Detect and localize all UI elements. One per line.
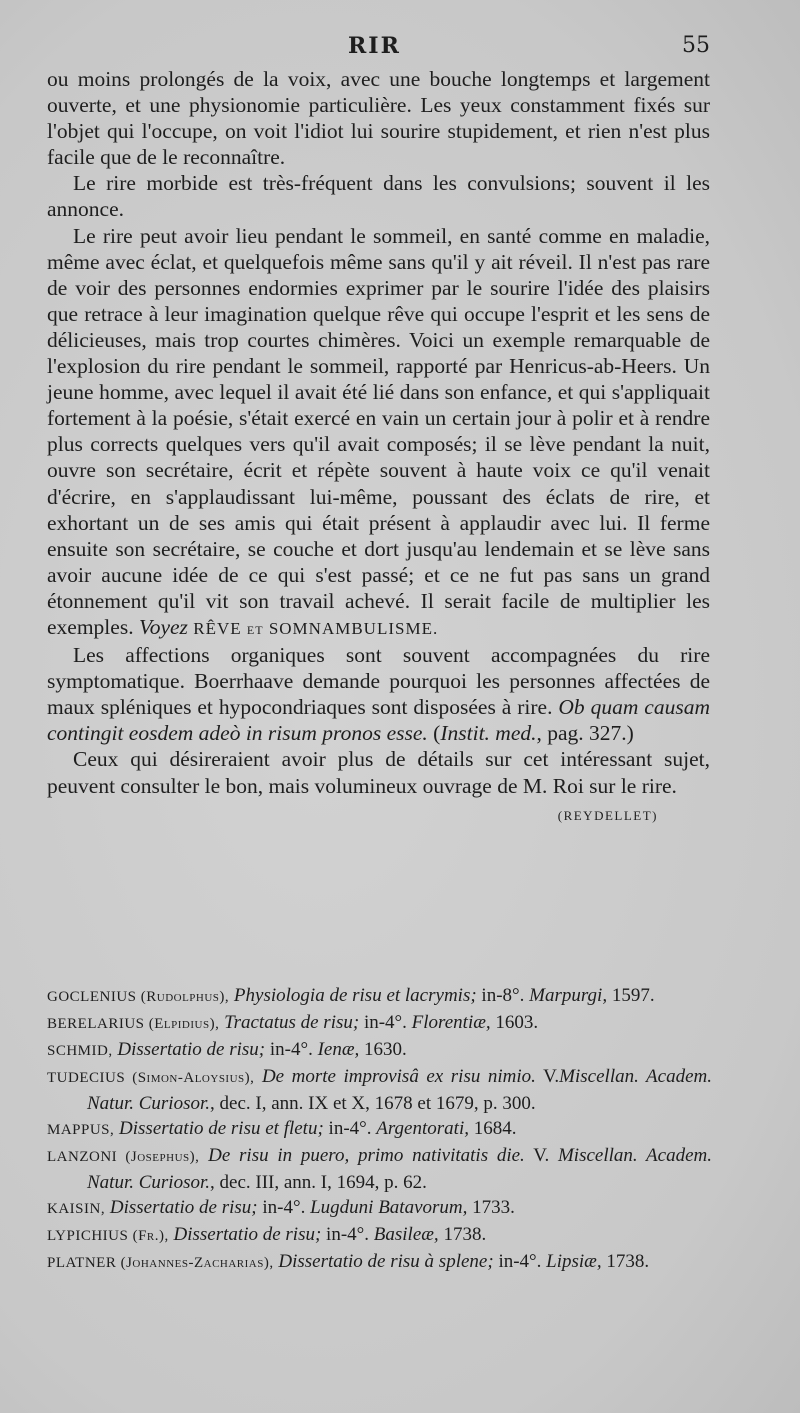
bib-place: Florentiæ, xyxy=(411,1012,491,1033)
running-head: RIR xyxy=(348,33,401,59)
bibliography-entry xyxy=(47,983,712,1010)
bibliography-entry xyxy=(47,1222,712,1249)
bib-place: Ienæ, xyxy=(317,1039,360,1060)
paragraph-5-text: Ceux qui désireraient avoir plus de détails sur cet intéressant sujet, peuvent consulter le bon, mais volumineux ouvrage de M. Roi sur le rire. xyxy=(47,747,710,798)
bib-date: 1738. xyxy=(438,1224,487,1245)
bibliography-entry xyxy=(47,1037,712,1064)
bib-title: Dissertatio de risu et fletu; xyxy=(119,1118,324,1139)
bib-format: in-4°. xyxy=(493,1251,547,1272)
bibliography-entry xyxy=(47,1195,712,1222)
bib-date: 1630. xyxy=(359,1039,407,1060)
bib-format: in-8°. xyxy=(476,985,530,1006)
bib-author-name: PLATNER (Johannes-Zacharias), xyxy=(47,1255,274,1271)
bib-place: Miscellan. Academ. Natur. Curiosor. xyxy=(87,1066,712,1114)
bib-date: 1733. xyxy=(467,1197,515,1218)
bibliography-entry xyxy=(47,1116,712,1143)
bibliography-entry xyxy=(47,1143,712,1195)
bib-format: in-4°. xyxy=(321,1224,374,1245)
bib-date: , dec. I, ann. IX et X, 1678 et 1679, p. 300. xyxy=(210,1093,536,1114)
paragraph-3-text: Le rire peut avoir lieu pendant le sommeil, en santé comme en maladie, même avec éclat, et quelquefois même sans qu'il y ait réveil. Il n'est pas rare de voir des personnes endormies exprimer par le sourire l'idée des plaisirs que retrace à leur imagination quelque rêve qui occupe l'esprit et les sens de délicieuses, mais trop courtes chimères. Voici un exemple remarquable de l'explosion du rire pendant le sommeil, rapporté par Henricus-ab-Heers. Un jeune homme, avec lequel il avait été lié dans son enfance, et qui s'appliquait fortement à la poésie, s'était exercé en vain un certain jour à polir et à rendre plus corrects quelques vers qu'il avait composés; il se lève pendant la nuit, ouvre son secrétaire, écrit et répète souvent à haute voix ce qu'il venait d'écrire, en s'applaudissant lui-même, poussant des éclats de rire, et exhortant un de ses amis qui était présent à applaudir avec lui. Il ferme ensuite son secrétaire, se couche et dort jusqu'au lendemain et se lève sans avoir aucune idée de ce qui s'est passé; et ce ne fut pas sans un grand étonnement qu'il vit son travail achevé. Il serait facile de multiplier les exemples. xyxy=(47,223,710,639)
bib-title: Physiologia de risu et lacrymis; xyxy=(233,985,477,1006)
body-text xyxy=(47,66,710,829)
bib-format: in-4°. xyxy=(323,1118,377,1139)
bib-format: V. xyxy=(535,1066,560,1087)
bib-author-name: TUDECIUS (Simon-Aloysius), xyxy=(47,1070,255,1086)
spacer xyxy=(254,1066,262,1087)
paragraph-4 xyxy=(47,642,710,746)
bib-author-name: LYPICHIUS (Fr.), xyxy=(47,1228,169,1244)
bibliography-entry xyxy=(47,1010,712,1037)
cross-reference: RÊVE et SOMNAMBULISME. xyxy=(193,618,439,638)
bibliography-entry xyxy=(47,1064,712,1116)
bib-place: Argentorati, xyxy=(376,1118,469,1139)
bib-title: Dissertatio de risu; xyxy=(117,1039,266,1060)
ref-work: Instit. med. xyxy=(440,721,537,746)
bib-date: 1684. xyxy=(468,1118,517,1139)
bib-date: 1738. xyxy=(601,1251,650,1272)
bibliography xyxy=(47,983,712,1276)
bibliography-entry xyxy=(47,1249,712,1276)
bib-author-name: BERELARIUS (Elpidius), xyxy=(47,1016,220,1032)
bib-place: Basileæ, xyxy=(373,1224,439,1245)
bib-author-name: MAPPUS, xyxy=(47,1122,115,1138)
bib-title: Tractatus de risu; xyxy=(224,1012,360,1033)
bib-author-name: LANZONI (Josephus), xyxy=(47,1149,200,1165)
ref-rest: , pag. 327.) xyxy=(536,721,634,746)
voyez-word: Voyez xyxy=(138,614,188,639)
bib-place: Lipsiæ, xyxy=(546,1251,602,1272)
bib-title: De risu in puero, primo nativitatis die. xyxy=(208,1145,525,1166)
ref-open: ( xyxy=(433,721,441,746)
bib-format: in-4°. xyxy=(265,1039,318,1060)
spacer xyxy=(199,1145,208,1166)
author-signature: (REYDELLET) xyxy=(557,807,658,823)
paragraph-4-text: Les affections organiques sont souvent accompagnées du rire symptomatique. Boerrhaave demande pourquoi les personnes affectées de maux spléniques et hypocondriaques sont disposées à rire. xyxy=(47,643,710,720)
bib-format: V. xyxy=(524,1145,558,1166)
bib-place: Marpurgi, xyxy=(529,985,608,1006)
bib-author-name: SCHMID, xyxy=(47,1043,113,1059)
paragraph-1: ou moins prolongés de la voix, avec une bouche longtemps et largement ouverte, et une physionomie particulière. Les yeux constamment fixés sur l'objet qui l'occupe, on voit l'idiot lui sourire stupidement, et rien n'est plus facile que de le reconnaître. xyxy=(47,67,710,170)
page-number: 55 xyxy=(682,33,710,58)
bib-place: Miscellan. Academ. Natur. Curiosor. xyxy=(87,1145,712,1193)
bib-date: 1597. xyxy=(607,985,655,1006)
page-header xyxy=(0,33,800,63)
bib-title: De morte improvisâ ex risu nimio. xyxy=(261,1066,536,1087)
paragraph-5 xyxy=(47,746,710,823)
latin-quote: Ob quam causam contingit eosdem adeò in risum pronos esse. xyxy=(47,695,710,746)
bib-format: in-4°. xyxy=(257,1197,311,1218)
bib-title: Dissertatio de risu; xyxy=(173,1224,322,1245)
bib-author-name: GOCLENIUS (Rudolphus), xyxy=(47,989,230,1005)
bib-date: 1603. xyxy=(490,1012,539,1033)
bib-format: in-4°. xyxy=(359,1012,412,1033)
bib-title: Dissertatio de risu; xyxy=(109,1197,258,1218)
bib-author-name: KAISIN, xyxy=(47,1201,106,1217)
paragraph-3 xyxy=(47,223,710,643)
bib-date: , dec. III, ann. I, 1694, p. 62. xyxy=(210,1172,427,1193)
paragraph-2: Le rire morbide est très-fréquent dans les convulsions; souvent il les annonce. xyxy=(47,171,710,222)
bib-title: Dissertatio de risu à splene; xyxy=(278,1251,494,1272)
bib-place: Lugduni Batavorum, xyxy=(310,1197,468,1218)
